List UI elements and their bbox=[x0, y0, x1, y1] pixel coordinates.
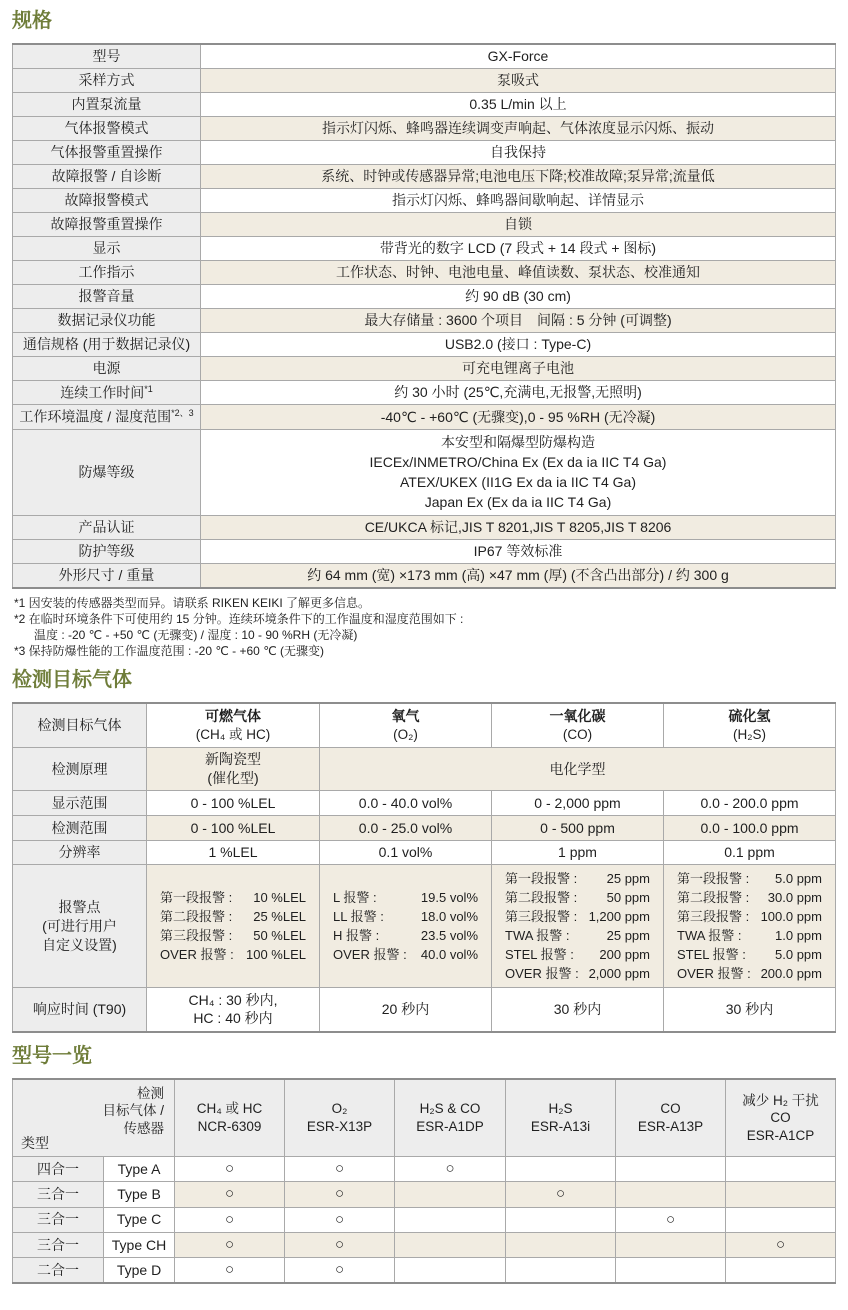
model-mark: ○ bbox=[175, 1207, 285, 1232]
spec-value: 约 64 mm (宽) ×173 mm (高) ×47 mm (厚) (不含凸出部分) / 约 300 g bbox=[201, 563, 836, 587]
spec-row bbox=[13, 212, 836, 236]
model-category: 三合一 bbox=[13, 1207, 104, 1232]
model-mark bbox=[506, 1157, 616, 1182]
sensor-column-header bbox=[285, 1079, 395, 1157]
spec-value: 带背光的数字 LCD (7 段式 + 14 段式 + 图标) bbox=[201, 236, 836, 260]
model-mark: ○ bbox=[285, 1207, 395, 1232]
spec-label bbox=[13, 405, 201, 430]
spec-value: USB2.0 (接口 : Type-C) bbox=[201, 332, 836, 356]
spec-value: 最大存储量 : 3600 个项目 间隔 : 5 分钟 (可调整) bbox=[201, 308, 836, 332]
gas-section-title: 检测目标气体 bbox=[12, 668, 132, 691]
alarm-line: STEL 报警 : 5.0 ppm bbox=[677, 947, 822, 963]
spec-label: 产品认证 bbox=[13, 515, 201, 539]
sensor-gas: 减少 H₂ 干扰 CO bbox=[742, 1092, 819, 1126]
alarm-line: H 报警 : 23.5 vol% bbox=[333, 928, 478, 944]
row-label-line: 报警点 bbox=[58, 898, 101, 915]
model-mark bbox=[726, 1157, 836, 1182]
gas-formula: (CH₄ 或 HC) bbox=[195, 726, 271, 742]
resolution-value: 0.1 vol% bbox=[320, 841, 492, 865]
spec-label: 电源 bbox=[13, 356, 201, 380]
spec-value: 指示灯闪烁、蜂鸣器连续调变声响起、气体浓度显示闪烁、振动 bbox=[201, 116, 836, 140]
principle-combustible bbox=[147, 748, 320, 791]
spec-value: 0.35 L/min 以上 bbox=[201, 92, 836, 116]
gas-header-row bbox=[13, 703, 836, 748]
spec-label bbox=[13, 380, 201, 405]
model-mark: ○ bbox=[175, 1157, 285, 1182]
alarm-line: OVER 报警 : 100 %LEL bbox=[160, 947, 306, 963]
spec-label: 外形尺寸 / 重量 bbox=[13, 563, 201, 587]
model-category: 三合一 bbox=[13, 1182, 104, 1207]
alarm-line: 第三段报警 : 50 %LEL bbox=[160, 928, 306, 944]
gas-column-header bbox=[664, 703, 836, 748]
alarm-line: TWA 报警 : 1.0 ppm bbox=[677, 928, 822, 944]
spec-row bbox=[13, 356, 836, 380]
sensor-gas: CH₄ 或 HC bbox=[196, 1101, 263, 1117]
sensor-column-header bbox=[506, 1079, 616, 1157]
alarm-line: TWA 报警 : 25 ppm bbox=[505, 928, 650, 944]
model-mark: ○ bbox=[285, 1157, 395, 1182]
spec-label: 故障报警 / 自诊断 bbox=[13, 164, 201, 188]
spec-value: 泵吸式 bbox=[201, 68, 836, 92]
model-mark: ○ bbox=[285, 1258, 395, 1284]
spec-label: 型号 bbox=[13, 44, 201, 68]
sensor-gas: CO bbox=[660, 1101, 681, 1117]
spec-label: 显示 bbox=[13, 236, 201, 260]
footnote-line: *2 在临时环境条件下可使用约 15 分钟。连续环境条件下的工作温度和湿度范围如下 : bbox=[14, 611, 464, 626]
spec-value: 自我保持 bbox=[201, 140, 836, 164]
explosion-line: 本安型和隔爆型防爆构造 bbox=[441, 434, 595, 451]
range-value: 0 - 2,000 ppm bbox=[492, 791, 664, 816]
range-value: 0.0 - 40.0 vol% bbox=[320, 791, 492, 816]
spec-label: 内置泵流量 bbox=[13, 92, 201, 116]
model-header-row bbox=[13, 1079, 836, 1157]
model-mark bbox=[395, 1232, 506, 1257]
gas-name: 硫化氢 bbox=[728, 708, 771, 725]
sensor-model: NCR-6309 bbox=[197, 1118, 262, 1134]
row-label-line: 自定义设置) bbox=[42, 936, 117, 953]
alarm-line: 第二段报警 : 50 ppm bbox=[505, 890, 650, 906]
alarm-line: OVER 报警 : 40.0 vol% bbox=[333, 947, 478, 963]
gas-name: 氧气 bbox=[391, 708, 420, 725]
model-mark bbox=[726, 1207, 836, 1232]
alarm-line: 第二段报警 : 25 %LEL bbox=[160, 909, 306, 925]
alarm-line: 第一段报警 : 25 ppm bbox=[505, 871, 650, 887]
sensor-column-header bbox=[175, 1079, 285, 1157]
footnote-line: *3 保持防爆性能的工作温度范围 : -20 ℃ - +60 ℃ (无骤变) bbox=[14, 643, 324, 658]
spec-value: CE/UKCA 标记,JIS T 8201,JIS T 8205,JIS T 8206 bbox=[201, 515, 836, 539]
gas-formula: (H₂S) bbox=[733, 726, 766, 742]
gas-column-header bbox=[320, 703, 492, 748]
model-mark: ○ bbox=[726, 1232, 836, 1257]
principle-line: 新陶瓷型 bbox=[205, 751, 261, 768]
gas-formula: (CO) bbox=[562, 726, 593, 742]
range-value: 0.0 - 100.0 ppm bbox=[664, 816, 836, 841]
alarm-cell-co bbox=[492, 865, 664, 988]
sensor-model: ESR-A1DP bbox=[416, 1118, 484, 1134]
alarm-line: 第三段报警 : 100.0 ppm bbox=[677, 909, 822, 925]
spec-label: 故障报警重置操作 bbox=[13, 212, 201, 236]
gas-column-header bbox=[492, 703, 664, 748]
model-mark: ○ bbox=[616, 1207, 726, 1232]
spec-row bbox=[13, 188, 836, 212]
alarm-line: 第一段报警 : 5.0 ppm bbox=[677, 871, 822, 887]
model-mark: ○ bbox=[175, 1258, 285, 1284]
spec-label: 通信规格 (用于数据记录仪) bbox=[13, 332, 201, 356]
spec-row bbox=[13, 164, 836, 188]
alarm-line: STEL 报警 : 200 ppm bbox=[505, 947, 650, 963]
sensor-gas: H₂S & CO bbox=[419, 1101, 481, 1117]
spec-row bbox=[13, 116, 836, 140]
spec-label-text: 连续工作时间 bbox=[60, 384, 145, 401]
sensor-column-header bbox=[395, 1079, 506, 1157]
model-mark bbox=[395, 1207, 506, 1232]
sensor-model: ESR-A13P bbox=[637, 1118, 704, 1134]
resolution-value: 1 %LEL bbox=[147, 841, 320, 865]
gas-name: 一氧化碳 bbox=[549, 708, 606, 725]
spec-row bbox=[13, 515, 836, 539]
model-mark bbox=[726, 1182, 836, 1207]
gas-formula: (O₂) bbox=[393, 726, 418, 742]
range-value: 0 - 500 ppm bbox=[492, 816, 664, 841]
model-mark bbox=[616, 1157, 726, 1182]
model-section-title: 型号一览 bbox=[12, 1044, 92, 1067]
model-mark bbox=[506, 1207, 616, 1232]
sensor-gas: O₂ bbox=[331, 1101, 348, 1117]
model-mark bbox=[395, 1182, 506, 1207]
alarm-cell-combustible bbox=[147, 865, 320, 988]
spec-row bbox=[13, 140, 836, 164]
gas-corner-label: 检测目标气体 bbox=[13, 703, 147, 748]
spec-value: 可充电锂离子电池 bbox=[201, 356, 836, 380]
model-mark: ○ bbox=[506, 1182, 616, 1207]
spec-value: 约 90 dB (30 cm) bbox=[201, 284, 836, 308]
footnotes bbox=[14, 595, 836, 659]
model-row bbox=[13, 1157, 836, 1182]
model-type: Type C bbox=[104, 1207, 175, 1232]
corner-bottom-label: 类型 bbox=[21, 1134, 49, 1151]
model-category: 二合一 bbox=[13, 1258, 104, 1284]
model-mark bbox=[616, 1258, 726, 1284]
response-time-row bbox=[13, 988, 836, 1032]
spec-value: 自锁 bbox=[201, 212, 836, 236]
model-mark bbox=[506, 1232, 616, 1257]
footnote-marker: *1 bbox=[144, 383, 153, 394]
alarm-line: 第二段报警 : 30.0 ppm bbox=[677, 890, 822, 906]
spec-value: 指示灯闪烁、蜂鸣器间歇响起、详情显示 bbox=[201, 188, 836, 212]
model-mark: ○ bbox=[395, 1157, 506, 1182]
spec-value: 约 30 小时 (25℃,充满电,无报警,无照明) bbox=[201, 380, 836, 405]
alarm-points-row bbox=[13, 865, 836, 988]
row-label: 显示范围 bbox=[13, 791, 147, 816]
sensor-model: ESR-A1CP bbox=[746, 1127, 815, 1143]
model-mark: ○ bbox=[285, 1232, 395, 1257]
model-type: Type D bbox=[104, 1258, 175, 1284]
target-gas-table bbox=[12, 702, 836, 1033]
model-mark bbox=[395, 1258, 506, 1284]
spec-row bbox=[13, 236, 836, 260]
response-value: 20 秒内 bbox=[320, 988, 492, 1032]
spec-row bbox=[13, 332, 836, 356]
explosion-line: ATEX/UKEX (II1G Ex da ia IIC T4 Ga) bbox=[399, 474, 636, 491]
spec-label-text: 工作环境温度 / 湿度范围 bbox=[19, 409, 172, 426]
sensor-column-header bbox=[616, 1079, 726, 1157]
sensor-column-header bbox=[726, 1079, 836, 1157]
detection-range-row bbox=[13, 816, 836, 841]
spec-value: 系统、时钟或传感器异常;电池电压下降;校准故障;泵异常;流量低 bbox=[201, 164, 836, 188]
response-value: 30 秒内 bbox=[664, 988, 836, 1032]
resolution-row bbox=[13, 841, 836, 865]
row-label: 分辨率 bbox=[13, 841, 147, 865]
spec-value: 工作状态、时钟、电池电量、峰值读数、泵状态、校准通知 bbox=[201, 260, 836, 284]
alarm-line: LL 报警 : 18.0 vol% bbox=[333, 909, 478, 925]
row-label: 检测原理 bbox=[13, 748, 147, 791]
sensor-gas: H₂S bbox=[548, 1101, 573, 1117]
principle-line: (催化型) bbox=[207, 770, 259, 787]
spec-row bbox=[13, 539, 836, 563]
spec-value: -40℃ - +60℃ (无骤变),0 - 95 %RH (无冷凝) bbox=[201, 405, 836, 430]
model-list-table bbox=[12, 1078, 836, 1285]
spec-row bbox=[13, 308, 836, 332]
response-line: CH₄ : 30 秒内, bbox=[188, 991, 278, 1008]
resolution-value: 1 ppm bbox=[492, 841, 664, 865]
spec-row bbox=[13, 380, 836, 405]
detection-principle-row bbox=[13, 748, 836, 791]
model-corner-cell bbox=[13, 1079, 175, 1157]
model-mark bbox=[616, 1182, 726, 1207]
spec-label: 数据记录仪功能 bbox=[13, 308, 201, 332]
row-label: 检测范围 bbox=[13, 816, 147, 841]
spec-row bbox=[13, 284, 836, 308]
explosion-line: IECEx/INMETRO/China Ex (Ex da ia IIC T4 Ga) bbox=[369, 454, 667, 471]
model-mark: ○ bbox=[175, 1232, 285, 1257]
footnote-marker: *2、3 bbox=[171, 408, 194, 419]
model-mark: ○ bbox=[175, 1182, 285, 1207]
model-category: 三合一 bbox=[13, 1232, 104, 1257]
spec-row bbox=[13, 405, 836, 430]
response-combustible bbox=[147, 988, 320, 1032]
spec-label: 气体报警重置操作 bbox=[13, 140, 201, 164]
spec-row-explosion-protection bbox=[13, 429, 836, 515]
explosion-line: Japan Ex (Ex da ia IIC T4 Ga) bbox=[424, 494, 612, 511]
alarm-line: OVER 报警 : 200.0 ppm bbox=[677, 966, 822, 982]
range-value: 0.0 - 25.0 vol% bbox=[320, 816, 492, 841]
spec-value: IP67 等效标准 bbox=[201, 539, 836, 563]
sensor-model: ESR-X13P bbox=[306, 1118, 373, 1134]
spec-label: 防护等级 bbox=[13, 539, 201, 563]
footnote-line: *1 因安装的传感器类型而异。请联系 RIKEN KEIKI 了解更多信息。 bbox=[14, 595, 371, 610]
model-row bbox=[13, 1258, 836, 1284]
model-mark: ○ bbox=[285, 1182, 395, 1207]
resolution-value: 0.1 ppm bbox=[664, 841, 836, 865]
spec-value bbox=[201, 429, 836, 515]
display-range-row bbox=[13, 791, 836, 816]
range-value: 0 - 100 %LEL bbox=[147, 816, 320, 841]
model-row bbox=[13, 1182, 836, 1207]
alarm-line: L 报警 : 19.5 vol% bbox=[333, 890, 478, 906]
model-mark bbox=[616, 1232, 726, 1257]
gas-name: 可燃气体 bbox=[205, 708, 261, 725]
row-label bbox=[13, 865, 147, 988]
specs-section-title: 规格 bbox=[12, 10, 52, 32]
spec-value: GX-Force bbox=[201, 44, 836, 68]
spec-label: 采样方式 bbox=[13, 68, 201, 92]
model-type: Type A bbox=[104, 1157, 175, 1182]
model-row bbox=[13, 1207, 836, 1232]
alarm-cell-oxygen bbox=[320, 865, 492, 988]
alarm-line: 第三段报警 : 1,200 ppm bbox=[505, 909, 650, 925]
principle-electrochemical: 电化学型 bbox=[320, 748, 836, 791]
row-label: 响应时间 (T90) bbox=[13, 988, 147, 1032]
spec-row bbox=[13, 563, 836, 587]
specs-table bbox=[12, 43, 836, 589]
range-value: 0.0 - 200.0 ppm bbox=[664, 791, 836, 816]
spec-label: 工作指示 bbox=[13, 260, 201, 284]
alarm-cell-h2s bbox=[664, 865, 836, 988]
model-type: Type CH bbox=[104, 1232, 175, 1257]
spec-row bbox=[13, 92, 836, 116]
corner-top-label: 检测 目标气体 / 传感器 bbox=[102, 1085, 165, 1136]
spec-row bbox=[13, 44, 836, 68]
spec-label: 气体报警模式 bbox=[13, 116, 201, 140]
range-value: 0 - 100 %LEL bbox=[147, 791, 320, 816]
model-row bbox=[13, 1232, 836, 1257]
footnote-line: 温度 : -20 ℃ - +50 ℃ (无骤变) / 湿度 : 10 - 90 %RH (无冷凝) bbox=[34, 627, 358, 642]
model-mark bbox=[726, 1258, 836, 1284]
spec-label: 防爆等级 bbox=[13, 429, 201, 515]
model-category: 四合一 bbox=[13, 1157, 104, 1182]
response-line: HC : 40 秒内 bbox=[193, 1010, 273, 1027]
spec-row bbox=[13, 260, 836, 284]
sensor-model: ESR-A13i bbox=[530, 1118, 591, 1134]
model-mark bbox=[506, 1258, 616, 1284]
alarm-line: OVER 报警 : 2,000 ppm bbox=[505, 966, 650, 982]
alarm-line: 第一段报警 : 10 %LEL bbox=[160, 890, 306, 906]
response-value: 30 秒内 bbox=[492, 988, 664, 1032]
spec-row bbox=[13, 68, 836, 92]
row-label-line: (可进行用户 bbox=[42, 917, 117, 934]
gas-column-header bbox=[147, 703, 320, 748]
model-type: Type B bbox=[104, 1182, 175, 1207]
spec-label: 故障报警模式 bbox=[13, 188, 201, 212]
spec-label: 报警音量 bbox=[13, 284, 201, 308]
